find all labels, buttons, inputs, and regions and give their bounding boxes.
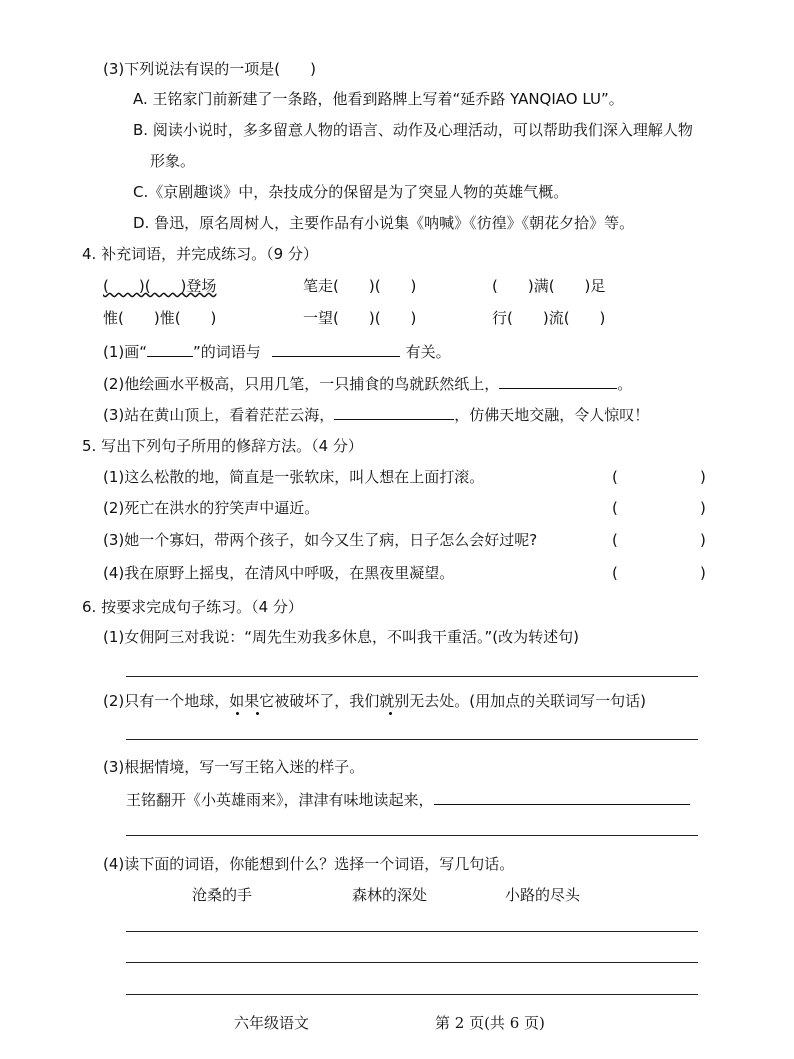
answer-line[interactable] [126,994,698,995]
q3-option-c: C.《京剧趣谈》中，杂技成分的保留是为了突显人物的英雄气概。 [133,183,569,201]
answer-paren-close[interactable]: ) [700,531,706,549]
answer-paren-open[interactable]: ( [612,468,618,486]
q5-item-4: (4)我在原野上摇曳，在清风中呼吸，在黑夜里凝望。 [103,564,455,582]
q4-subq-1-part-c: 有关。 [405,343,451,361]
emphasis-dot [389,712,392,715]
q6-title: 6. 按要求完成句子练习。（4 分） [82,598,303,616]
q6-word-3: 小路的尽头 [505,886,581,904]
q6-word-1: 沧桑的手 [192,886,253,904]
q3-option-d: D. 鲁迅，原名周树人，主要作品有小说集《呐喊》《彷徨》《朝花夕拾》等。 [133,214,635,232]
q6-subq-2: (2)只有一个地球，如果它被破坏了，我们就别无去处。(用加点的关联词写一句话) [103,692,646,710]
emphasis-dot [256,712,259,715]
q4-subq-3-part-a: (3)站在黄山顶上，看着茫茫云海， [103,406,335,424]
q6-subq-3: (3)根据情境，写一写王铭入迷的样子。 [103,758,365,776]
answer-blank[interactable] [272,341,400,357]
q5-item-2: (2)死亡在洪水的狞笑声中逼近。 [103,499,320,517]
q5-item-1: (1)这么松散的地，简直是一张软床，叫人想在上面打滚。 [103,468,485,486]
q4-subq-2-part-a: (2)他绘画水平极高，只用几笔，一只捕食的鸟就跃然纸上， [103,375,500,393]
q4-title: 4. 补充词语，并完成练习。（9 分） [82,245,318,263]
answer-line[interactable] [126,931,698,932]
answer-line[interactable] [126,676,698,677]
q4-subq-1-part-b: ”的词语与 [193,343,261,361]
q4-subq-2-part-b: 。 [617,375,633,393]
q4-subq-3 [103,404,649,425]
answer-blank[interactable] [499,373,617,389]
q6-word-2: 森林的深处 [352,886,428,904]
answer-blank[interactable] [147,341,193,357]
q6-subq-3-prompt [126,789,690,810]
answer-paren-open[interactable]: ( [612,564,618,582]
q4-subq-2 [103,373,632,394]
answer-paren-close[interactable]: ) [700,499,706,517]
q3-option-b-line2: 形象。 [150,152,196,170]
emphasis-dot [236,712,239,715]
q4-word-5: 一望( )( ) [303,309,417,327]
q5-item-3: (3)她一个寡妇，带两个孩子，如今又生了病，日子怎么会好过呢? [103,531,538,549]
q3-option-b-line1: B. 阅读小说时，多多留意人物的语言、动作及心理活动，可以帮助我们深入理解人物 [133,121,693,139]
q4-subq-3-part-b: ，仿佛天地交融，令人惊叹！ [454,406,650,424]
q4-subq-1-part-a: (1)画“ [103,343,148,361]
q6-subq-1: (1)女佣阿三对我说：“周先生劝我多休息，不叫我干重活。”(改为转述句) [103,628,579,646]
q4-subq-1 [103,341,451,362]
answer-line[interactable] [126,962,698,963]
answer-blank[interactable] [434,789,690,805]
q4-word-4: 惟( )惟( ) [103,309,217,327]
q4-word-2: 笔走( )( ) [303,277,417,295]
answer-paren-open[interactable]: ( [612,531,618,549]
answer-line[interactable] [126,739,698,740]
q4-word-1: ( )( )登场 [103,277,217,295]
q5-title: 5. 写出下列句子所用的修辞方法。（4 分） [82,437,363,455]
answer-paren-close[interactable]: ) [700,564,706,582]
q6-subq-4: (4)读下面的词语，你能想到什么？选择一个词语，写几句话。 [103,855,515,873]
answer-blank[interactable] [334,404,454,420]
q4-word-3: ( )满( )足 [492,277,606,295]
q3-option-a: A. 王铭家门前新建了一条路，他看到路牌上写着“延乔路 YANQIAO LU”。 [133,90,624,108]
answer-paren-open[interactable]: ( [612,499,618,517]
q3-stem: (3)下列说法有误的一项是( ) [103,60,316,78]
answer-line[interactable] [126,835,698,836]
answer-paren-close[interactable]: ) [700,468,706,486]
footer-page-number: 第 2 页(共 6 页) [435,1014,545,1032]
q6-subq-3-prompt-text: 王铭翻开《小英雄雨来》，津津有味地读起来， [126,791,434,809]
q4-word-6: 行( )流( ) [492,309,606,327]
footer-subject: 六年级语文 [234,1014,310,1032]
